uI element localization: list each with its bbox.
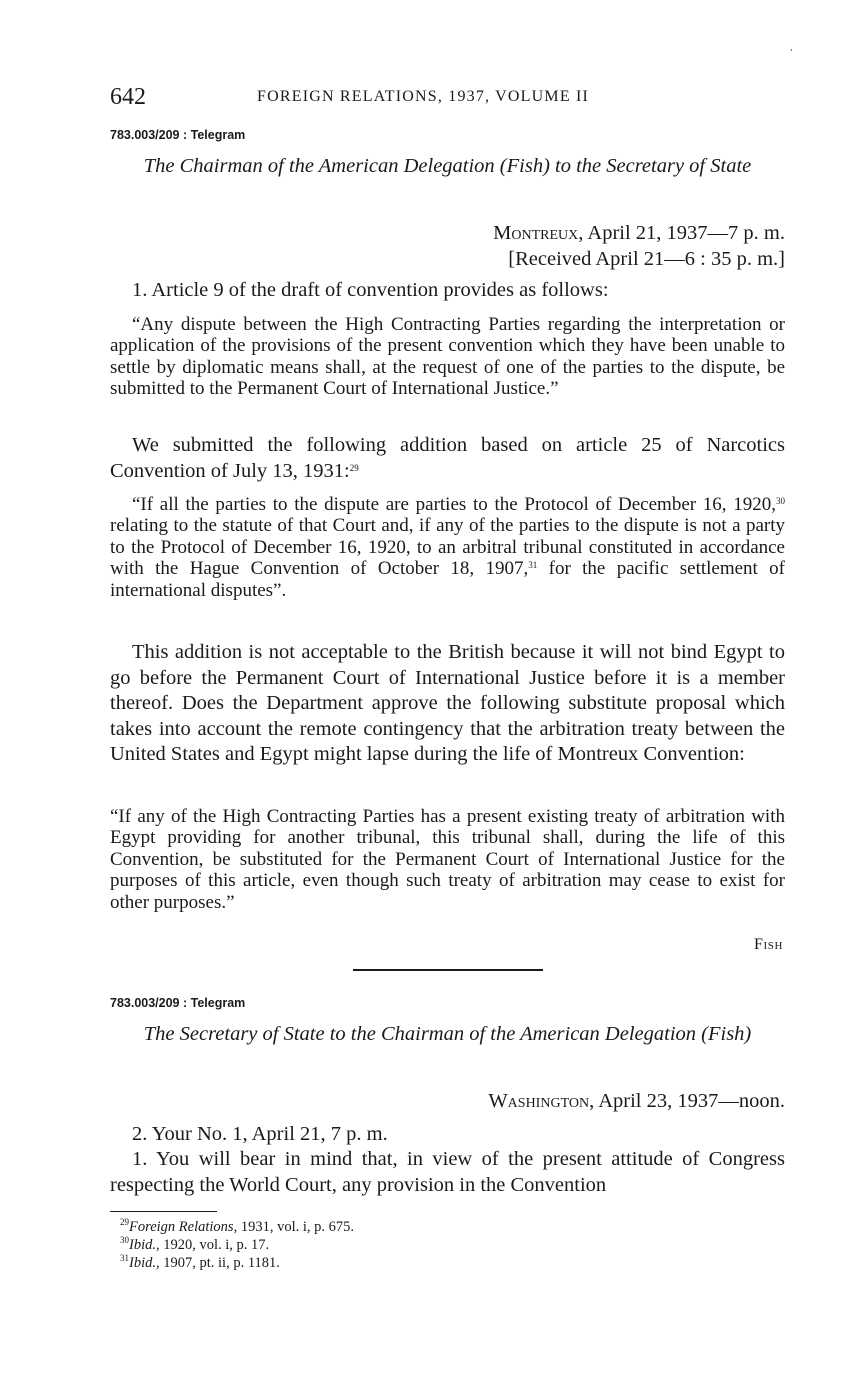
footnote-ref: 30 [776,496,785,506]
footnote-ref: 29 [349,462,359,473]
paragraph: 1. Article 9 of the draft of convention provides as follows: [132,279,609,301]
paragraph: 2. Your No. 1, April 21, 7 p. m. [132,1123,388,1145]
section-divider [353,969,543,971]
scan-mark: , [790,42,793,53]
dateline-place: Washington [488,1090,590,1112]
page-number: 642 [110,84,146,110]
paragraph: 1. You will bear in mind that, in view of the present attitude of Congress respecting the World Court, any provision in the Convention [110,1148,785,1196]
file-number-1: 783.003/209 : Telegram [110,128,246,142]
quotation: “If any of the High Contracting Parties has a present existing treaty of arbitration with Egypt providing for another tribunal, this tribunal shall, during the life of this Convention, be substituted for the Permanent Court of International Justice for the purposes of this article, even though such treaty of arbitration may cease to exist for other purposes.” [110,806,785,913]
footnote: $^{29}$Foreign Relations, 1931, vol. i, p. 675. [120,1217,355,1235]
quotation: “If all the parties to the dispute are parties to the Protocol of December 16, 1920,30 relating to the statute of that Court and, if any of the parties to the dispute is not a party to the Protocol of December 16, 1920, to an arbitral tribunal constituted in accordance with the Hague Convention of October 18, 1907,31 for the pacific settlement of international disputes”. [110,494,786,601]
quotation: “Any dispute between the High Contracting Parties regarding the interpretation or application of the provisions of the present convention which they have been unable to settle by diplomatic means shall, at the request of one of the parties to the dispute, be submitted to the Permanent Court of International Justice.” [110,314,785,400]
running-head: FOREIGN RELATIONS, 1937, VOLUME II [257,88,590,105]
dateline-1 [493,222,785,245]
document-page [110,0,785,1379]
document-title-1: The Chairman of the American Delegation (Fish) to the Secretary of State [143,155,752,177]
paragraph: We submitted the following addition based on article 25 of Narcotics Convention of July 13, 1931:$^{29}$ [110,434,785,482]
dateline-place: Montreux [493,222,579,244]
footnote: $^{30}$Ibid., 1920, vol. i, p. 17. [120,1235,270,1253]
file-number-2: 783.003/209 : Telegram [110,996,246,1010]
dateline-2 [488,1090,785,1113]
dateline-date: , April 21, 1937—7 p. m. [578,222,785,244]
dateline-date: , April 23, 1937—noon. [589,1090,785,1112]
footnote-rule [110,1211,217,1212]
document-title-2: The Secretary of State to the Chairman of the American Delegation (Fish) [143,1023,752,1045]
paragraph: This addition is not acceptable to the British because it will not bind Egypt to go before the Permanent Court of International Justice before it is a member thereof. Does the Department approve the following substitute proposal which takes into account the remote contingency that the arbitration treaty between the United States and Egypt might lapse during the life of Montreux Convention: [110,641,785,766]
received-line: [Received April 21—6 : 35 p. m.] [508,248,785,270]
footnote-ref: 31 [528,560,538,571]
footnote: $^{31}$Ibid., 1907, pt. ii, p. 1181. [120,1253,280,1271]
page-header [110,84,785,114]
signature: Fish [753,936,783,953]
